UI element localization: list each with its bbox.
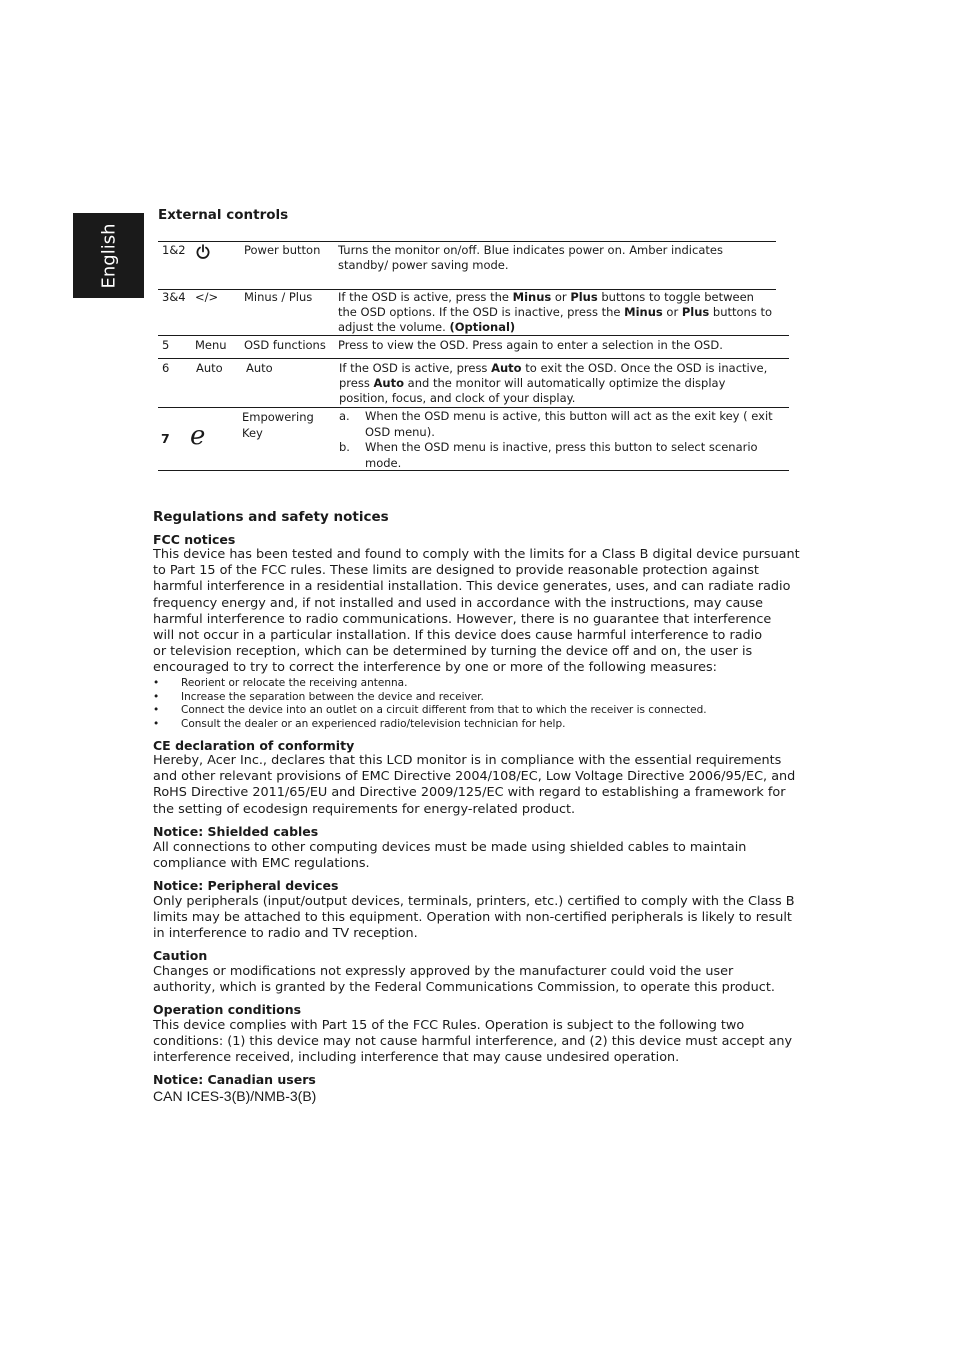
bullet-icon: • bbox=[153, 677, 160, 689]
language-tab bbox=[73, 213, 144, 298]
control-name: OSD functions bbox=[244, 338, 326, 352]
bullet-icon: • bbox=[153, 690, 160, 703]
list-item: • Connect the device into an outlet on a circuit different from that to which the receiver is connected. bbox=[153, 704, 707, 716]
list-item: • Consult the dealer or an experienced radio/television technician for help. bbox=[153, 717, 566, 730]
control-name: Minus / Plus bbox=[244, 290, 313, 304]
auto-key: Auto bbox=[196, 361, 223, 375]
canadian-heading: Notice: Canadian users bbox=[153, 1072, 316, 1087]
list-item: • Reorient or relocate the receiving antenna. bbox=[153, 677, 408, 689]
peripheral-paragraph: Only peripherals (input/output devices, terminals, printers, etc.) certified to comply with the Class B limits may be attached to this equipment. Operation with non-certified peripherals is likely to result in interference to radio and TV reception. bbox=[153, 894, 795, 942]
menu-key: Menu bbox=[195, 338, 227, 352]
language-tab-label: English bbox=[98, 223, 119, 288]
shielded-paragraph: All connections to other computing devices must be made using shielded cables to maintain compliance with EMC regulations. bbox=[153, 840, 747, 872]
operation-heading: Operation conditions bbox=[153, 1002, 302, 1017]
minus-plus-key: </> bbox=[195, 290, 219, 304]
row-number: 5 bbox=[162, 338, 170, 352]
list-item: a. When the OSD menu is active, this button will act as the exit key ( exit OSD menu). bbox=[339, 409, 773, 439]
control-name: Power button bbox=[244, 243, 321, 257]
power-icon bbox=[195, 244, 211, 260]
peripheral-heading: Notice: Peripheral devices bbox=[153, 878, 339, 893]
fcc-bullet-list bbox=[153, 677, 803, 731]
regulations-heading: Regulations and safety notices bbox=[153, 509, 389, 525]
row-number: 7 bbox=[161, 431, 170, 446]
control-description: If the OSD is active, press Auto to exit the OSD. Once the OSD is inactive, press Auto and the monitor will automatically optimize the display position, focus, and clock of your display. bbox=[339, 361, 768, 405]
shielded-heading: Notice: Shielded cables bbox=[153, 824, 319, 839]
ce-heading: CE declaration of conformity bbox=[153, 738, 355, 753]
table-rule bbox=[158, 335, 789, 336]
control-name: Auto bbox=[246, 361, 273, 375]
control-description: Turns the monitor on/off. Blue indicates power on. Amber indicates standby/ power saving mode. bbox=[338, 243, 723, 272]
control-description: If the OSD is active, press the Minus or Plus buttons to toggle between the OSD options. If the OSD is inactive, press the Minus or Plus buttons to adjust the volume. (Optional) bbox=[338, 290, 773, 334]
table-rule bbox=[158, 407, 789, 408]
canadian-notice: CAN ICES-3(B)/NMB-3(B) bbox=[153, 1088, 317, 1104]
fcc-heading: FCC notices bbox=[153, 532, 236, 547]
row-number: 1&2 bbox=[162, 243, 186, 257]
row-number: 6 bbox=[162, 361, 170, 375]
caution-paragraph: Changes or modifications not expressly approved by the manufacturer could void the user authority, which is granted by the Federal Communications Commission, to operate this product. bbox=[153, 964, 775, 996]
caution-heading: Caution bbox=[153, 948, 208, 963]
external-controls-heading: External controls bbox=[158, 207, 289, 223]
operation-paragraph: This device complies with Part 15 of the FCC Rules. Operation is subject to the following two conditions: (1) this device may not cause harmful interference, and (2) this device must accept any interference received, including interference that may cause undesired operation. bbox=[153, 1018, 793, 1066]
table-rule bbox=[158, 358, 789, 359]
fcc-paragraph: This device has been tested and found to comply with the limits for a Class B digital device pursuant to Part 15 of the FCC rules. These limits are designed to provide reasonable protection against harmful interference in a residential installation. This device generates, uses, and can radiate radio frequency energy and, if not installed and used in accordance with the instructions, may cause harmful interference to radio communications. However, there is no guarantee that interference will not occur in a particular installation. If this device does cause harmful interference to radio or television reception, which can be determined by turning the device off and on, the user is encouraged to try to correct the interference by one or more of the following measures: bbox=[153, 547, 800, 676]
row-number: 3&4 bbox=[162, 290, 186, 304]
table-rule bbox=[158, 241, 776, 242]
bullet-icon: • bbox=[153, 704, 160, 716]
list-item: • Increase the separation between the device and receiver. bbox=[153, 690, 484, 703]
control-description: Press to view the OSD. Press again to enter a selection in the OSD. bbox=[338, 338, 723, 352]
ce-paragraph: Hereby, Acer Inc., declares that this LCD monitor is in compliance with the essential requirements and other relevant provisions of EMC Directive 2004/108/EC, Low Voltage Directive 2006/95/EC, and RoHS Directive 2011/65/EU and Directive 2009/125/EC with regard to establishing a framework for the setting of ecodesign requirements for energy-related product. bbox=[153, 753, 796, 817]
list-item: b. When the OSD menu is inactive, press this button to select scenario mode. bbox=[339, 440, 758, 470]
empowering-e-icon: e bbox=[190, 421, 206, 451]
bullet-icon: • bbox=[153, 717, 160, 730]
control-name: Empowering Key bbox=[242, 410, 314, 440]
